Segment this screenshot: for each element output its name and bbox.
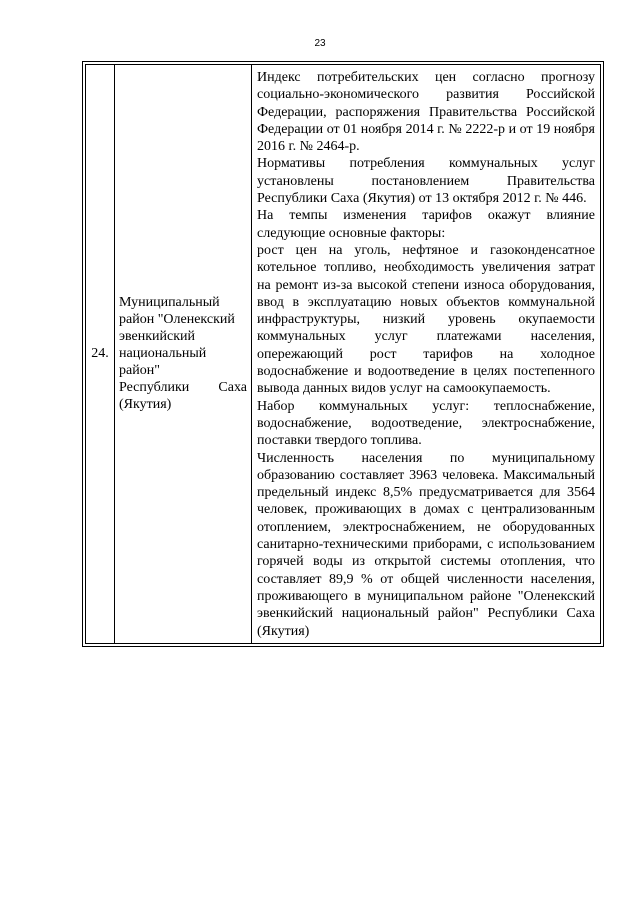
factors-intro-paragraph: На темпы изменения тарифов окажут влияние следующие основные факторы: [257,208,595,241]
municipality-line: район" [119,363,160,379]
tariff-description [252,65,601,644]
municipality-line: Муниципальный [119,295,220,311]
municipality-line: район "Оленекский [119,312,235,328]
municipality-line: (Якутия) [119,397,172,413]
municipality-line: национальный [119,346,207,362]
municipality-name [115,65,252,644]
tariff-table [85,64,601,644]
municipality-line: Республики Саха [119,380,247,396]
price-index-paragraph: Индекс потребительских цен согласно прогнозу социально-экономического развития Российской Федерации, распоряжения Правительства Российской Федерации от 01 ноября 2014 г. № 2222-р и от 19 ноября 2016 г. № 2464-р. [257,70,595,155]
table-row [86,65,601,644]
row-number: 24. [86,65,115,644]
factors-list-paragraph: рост цен на уголь, нефтяное и газоконденсатное котельное топливо, необходимость увеличения затрат на ремонт из-за высокой степени износа оборудования, ввод в эксплуатацию новых объектов коммунальной инфраструктуры, низкий уровень окупаемости коммунальных услуг платежами населения, опережающий рост тарифов на холодное водоснабжение и водоотведение в целях постепенного вывода данных видов услуг на самоокупаемость. [257,242,595,397]
services-paragraph: Набор коммунальных услуг: теплоснабжение, водоснабжение, водоотведение, электроснабжение, поставки твердого топлива. [257,398,595,449]
municipality-line: эвенкийский [119,329,196,345]
page-number: 23 [314,38,326,49]
consumption-norms-paragraph: Нормативы потребления коммунальных услуг установлены постановлением Правительства Республики Саха (Якутия) от 13 октября 2012 г. № 446. [257,156,595,207]
population-paragraph: Численность населения по муниципальному образованию составляет 3963 человека. Максимальный предельный индекс 8,5% предусматривается для 3564 человек, проживающих в домах с централизованным отоплением, электроснабжением, не оборудованных санитарно-техническими приборами, с использованием горячей воды из открытой системы отопления, что составляет 89,9 % от общей численности населения, проживающего в муниципальном районе "Оленекский эвенкийский национальный район" Республики Саха (Якутия) [257,450,595,639]
